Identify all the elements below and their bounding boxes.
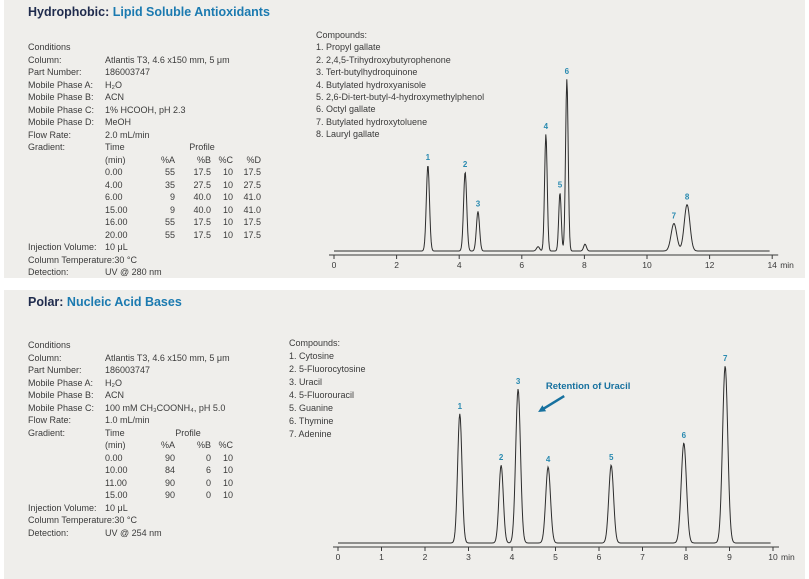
condition-row — [28, 129, 261, 142]
gradient-col-header: %C — [218, 440, 233, 450]
conditions-header: Conditions — [28, 42, 71, 52]
compound-item: 7. Adenine — [289, 429, 332, 439]
axis-tick-label: 14 — [767, 260, 777, 270]
condition-value: 186003747 — [105, 67, 151, 77]
gradient-row — [28, 141, 261, 241]
peak-label: 7 — [722, 354, 728, 363]
peak-label: 7 — [671, 211, 677, 221]
gradient-col-header: %D — [246, 154, 261, 165]
axis-tick-label: 2 — [422, 552, 428, 562]
gradient-time-header: Time — [105, 427, 125, 438]
gradient-label: Gradient: — [28, 142, 66, 152]
condition-row — [28, 527, 233, 540]
condition-label: Column: — [28, 54, 62, 65]
compound-item: 5. Guanine — [289, 403, 334, 413]
compounds-list — [316, 29, 484, 141]
condition-row — [28, 364, 233, 377]
section-title-polar — [28, 295, 182, 309]
condition-row — [28, 389, 233, 402]
gradient-time-header: Time — [105, 142, 125, 152]
condition-row — [28, 266, 261, 279]
conditions-block — [28, 41, 261, 279]
condition-label: Column Temperature: — [28, 515, 115, 525]
compounds-header: Compounds: — [316, 30, 368, 40]
peak-label: 8 — [684, 192, 690, 202]
peak-label: 1 — [457, 401, 463, 411]
condition-label: Flow Rate: — [28, 415, 72, 425]
compound-item: 6. Octyl gallate — [316, 104, 376, 115]
condition-label: Column Temperature: — [28, 254, 115, 265]
condition-row — [28, 414, 233, 427]
condition-value: H₂O — [105, 79, 122, 90]
axis-unit-label: min — [780, 260, 794, 270]
condition-label: Mobile Phase B: — [28, 390, 94, 400]
condition-value: MeOH — [105, 117, 132, 127]
condition-value: UV @ 254 nm — [105, 527, 162, 538]
condition-label: Detection: — [28, 527, 69, 538]
compound-item: 6. Thymine — [289, 416, 334, 426]
peak-label: 5 — [557, 180, 563, 190]
conditions-header: Conditions — [28, 340, 71, 350]
gradient-col-header: %B — [196, 154, 211, 165]
condition-row — [28, 402, 233, 415]
gradient-profile-header: Profile — [189, 142, 215, 152]
condition-label: Detection: — [28, 267, 69, 277]
condition-value: 30 °C — [114, 515, 137, 525]
condition-row — [28, 352, 233, 365]
gradient-data-row: 15.00 90 0 10 — [105, 490, 233, 500]
gradient-profile-header: Profile — [175, 427, 201, 438]
compound-item: 4. Butylated hydroxyanisole — [316, 79, 427, 90]
condition-value: 100 mM CH₃COONH₄, pH 5.0 — [105, 402, 226, 413]
condition-row — [28, 91, 261, 104]
annotation-text: Retention of Uracil — [545, 381, 631, 392]
gradient-table — [105, 427, 233, 502]
gradient-data-row: 0.00 55 17.5 10 17.5 — [105, 167, 261, 177]
condition-row — [28, 66, 261, 79]
condition-label: Mobile Phase B: — [28, 92, 94, 102]
condition-value: H₂O — [105, 377, 122, 388]
condition-label: Part Number: — [28, 67, 82, 77]
condition-value: Atlantis T3, 4.6 x150 mm, 5 μm — [105, 352, 230, 363]
condition-value: 1.0 mL/min — [105, 415, 150, 425]
condition-value: UV @ 280 nm — [105, 267, 162, 277]
gradient-col-header: %C — [218, 154, 233, 165]
gradient-data-row: 20.00 55 17.5 10 17.5 — [105, 229, 261, 240]
axis-tick-label: 0 — [331, 260, 337, 270]
compound-item: 3. Tert-butylhydroquinone — [316, 67, 418, 78]
axis-tick-label: 2 — [394, 260, 399, 270]
peak-label: 5 — [608, 453, 614, 463]
axis-unit-label: min — [781, 552, 795, 562]
gradient-data-row: 4.00 35 27.5 10 27.5 — [105, 179, 261, 190]
axis-tick-label: 10 — [642, 260, 652, 270]
compound-item: 8. Lauryl gallate — [316, 129, 380, 140]
gradient-col-header: (min) — [105, 154, 126, 165]
gradient-col-header: %A — [160, 440, 175, 450]
condition-label: Mobile Phase D: — [28, 117, 95, 127]
axis-tick-label: 4 — [509, 552, 515, 562]
compound-item: 3. Uracil — [289, 377, 323, 387]
peak-label: 1 — [425, 153, 431, 162]
condition-value: 1% HCOOH, pH 2.3 — [105, 104, 186, 115]
condition-label: Mobile Phase A: — [28, 79, 94, 90]
peak-label: 2 — [498, 453, 504, 463]
axis-tick-label: 3 — [466, 552, 471, 562]
gradient-data-row: 6.00 9 40.0 10 41.0 — [105, 192, 261, 202]
compound-item: 4. 5-Fluorouracil — [289, 390, 355, 400]
condition-label: Flow Rate: — [28, 129, 72, 140]
condition-value: 30 °C — [114, 254, 137, 265]
compound-item: 2. 5-Fluorocytosine — [289, 364, 366, 374]
compound-item: 5. 2,6-Di-tert-butyl-4-hydroxymethylphenol — [316, 92, 485, 103]
axis-tick-label: 12 — [704, 260, 715, 270]
compound-item: 1. Propyl gallate — [316, 42, 381, 53]
condition-row — [28, 79, 261, 92]
gradient-col-header: (min) — [105, 440, 126, 450]
condition-label: Mobile Phase C: — [28, 104, 95, 115]
title-category: Polar: — [28, 295, 64, 309]
peak-label: 3 — [515, 377, 521, 386]
condition-row — [28, 54, 261, 67]
peak-label: 4 — [543, 122, 549, 131]
axis-tick-label: 4 — [456, 260, 462, 270]
gradient-data-row: 16.00 55 17.5 10 17.5 — [105, 217, 261, 227]
condition-row — [28, 514, 233, 527]
axis-tick-label: 1 — [379, 552, 384, 562]
condition-value: ACN — [105, 390, 125, 400]
condition-row — [28, 254, 261, 267]
condition-row — [28, 502, 233, 515]
peak-label: 2 — [462, 159, 468, 169]
gradient-data-row: 15.00 9 40.0 10 41.0 — [105, 204, 261, 215]
axis-tick-label: 6 — [519, 260, 525, 270]
condition-row — [28, 377, 233, 390]
condition-label: Injection Volume: — [28, 242, 97, 252]
condition-value: 10 μL — [105, 502, 128, 513]
gradient-label: Gradient: — [28, 427, 66, 438]
chromatogram-polar — [330, 353, 805, 573]
compounds-header: Compounds: — [289, 338, 341, 348]
section-polar — [4, 290, 805, 579]
axis-tick-label: 8 — [582, 260, 587, 270]
gradient-col-header: %A — [160, 154, 175, 165]
condition-row — [28, 241, 261, 254]
gradient-data-row: 10.00 84 6 10 — [105, 465, 233, 475]
axis-tick-label: 0 — [335, 552, 341, 562]
section-hydrophobic — [4, 0, 805, 278]
title-category: Hydrophobic: — [28, 5, 110, 19]
axis-tick-label: 9 — [727, 552, 732, 562]
condition-value: 10 μL — [105, 242, 128, 252]
condition-value: ACN — [105, 92, 125, 102]
axis-tick-label: 8 — [683, 552, 689, 562]
condition-value: 2.0 mL/min — [105, 129, 150, 140]
compound-item: 2. 2,4,5-Trihydroxybutyrophenone — [316, 54, 451, 65]
gradient-data-row: 11.00 90 0 10 — [105, 477, 233, 488]
condition-label: Mobile Phase A: — [28, 377, 94, 388]
condition-label: Injection Volume: — [28, 502, 97, 513]
peak-label: 4 — [545, 454, 551, 464]
annotation-arrow-line — [542, 396, 565, 410]
peak-label: 6 — [564, 67, 570, 76]
condition-value: 186003747 — [105, 365, 151, 375]
trace — [338, 366, 771, 543]
condition-label: Part Number: — [28, 365, 82, 375]
title-subject: Lipid Soluble Antioxidants — [112, 5, 270, 19]
condition-label: Column: — [28, 352, 62, 363]
gradient-data-row: 0.00 90 0 10 — [105, 452, 233, 463]
peak-label: 3 — [475, 199, 481, 209]
section-title-hydrophobic — [28, 5, 270, 19]
peak-label: 6 — [681, 431, 687, 440]
axis-tick-label: 7 — [640, 552, 645, 562]
axis-tick-label: 5 — [553, 552, 558, 562]
annotation-arrow-head — [538, 405, 546, 412]
condition-row — [28, 104, 261, 117]
axis-tick-label: 10 — [768, 552, 778, 562]
condition-label: Mobile Phase C: — [28, 402, 95, 413]
axis-tick-label: 6 — [596, 552, 602, 562]
condition-value: Atlantis T3, 4.6 x150 mm, 5 μm — [105, 54, 230, 65]
compounds-list — [289, 337, 366, 441]
compound-item: 7. Butylated hydroxytoluene — [316, 116, 428, 127]
gradient-row — [28, 427, 233, 502]
compound-item: 1. Cytosine — [289, 351, 335, 361]
title-subject: Nucleic Acid Bases — [66, 295, 182, 309]
condition-row — [28, 116, 261, 129]
conditions-block — [28, 339, 233, 539]
gradient-table — [105, 141, 261, 241]
gradient-col-header: %B — [196, 440, 211, 450]
